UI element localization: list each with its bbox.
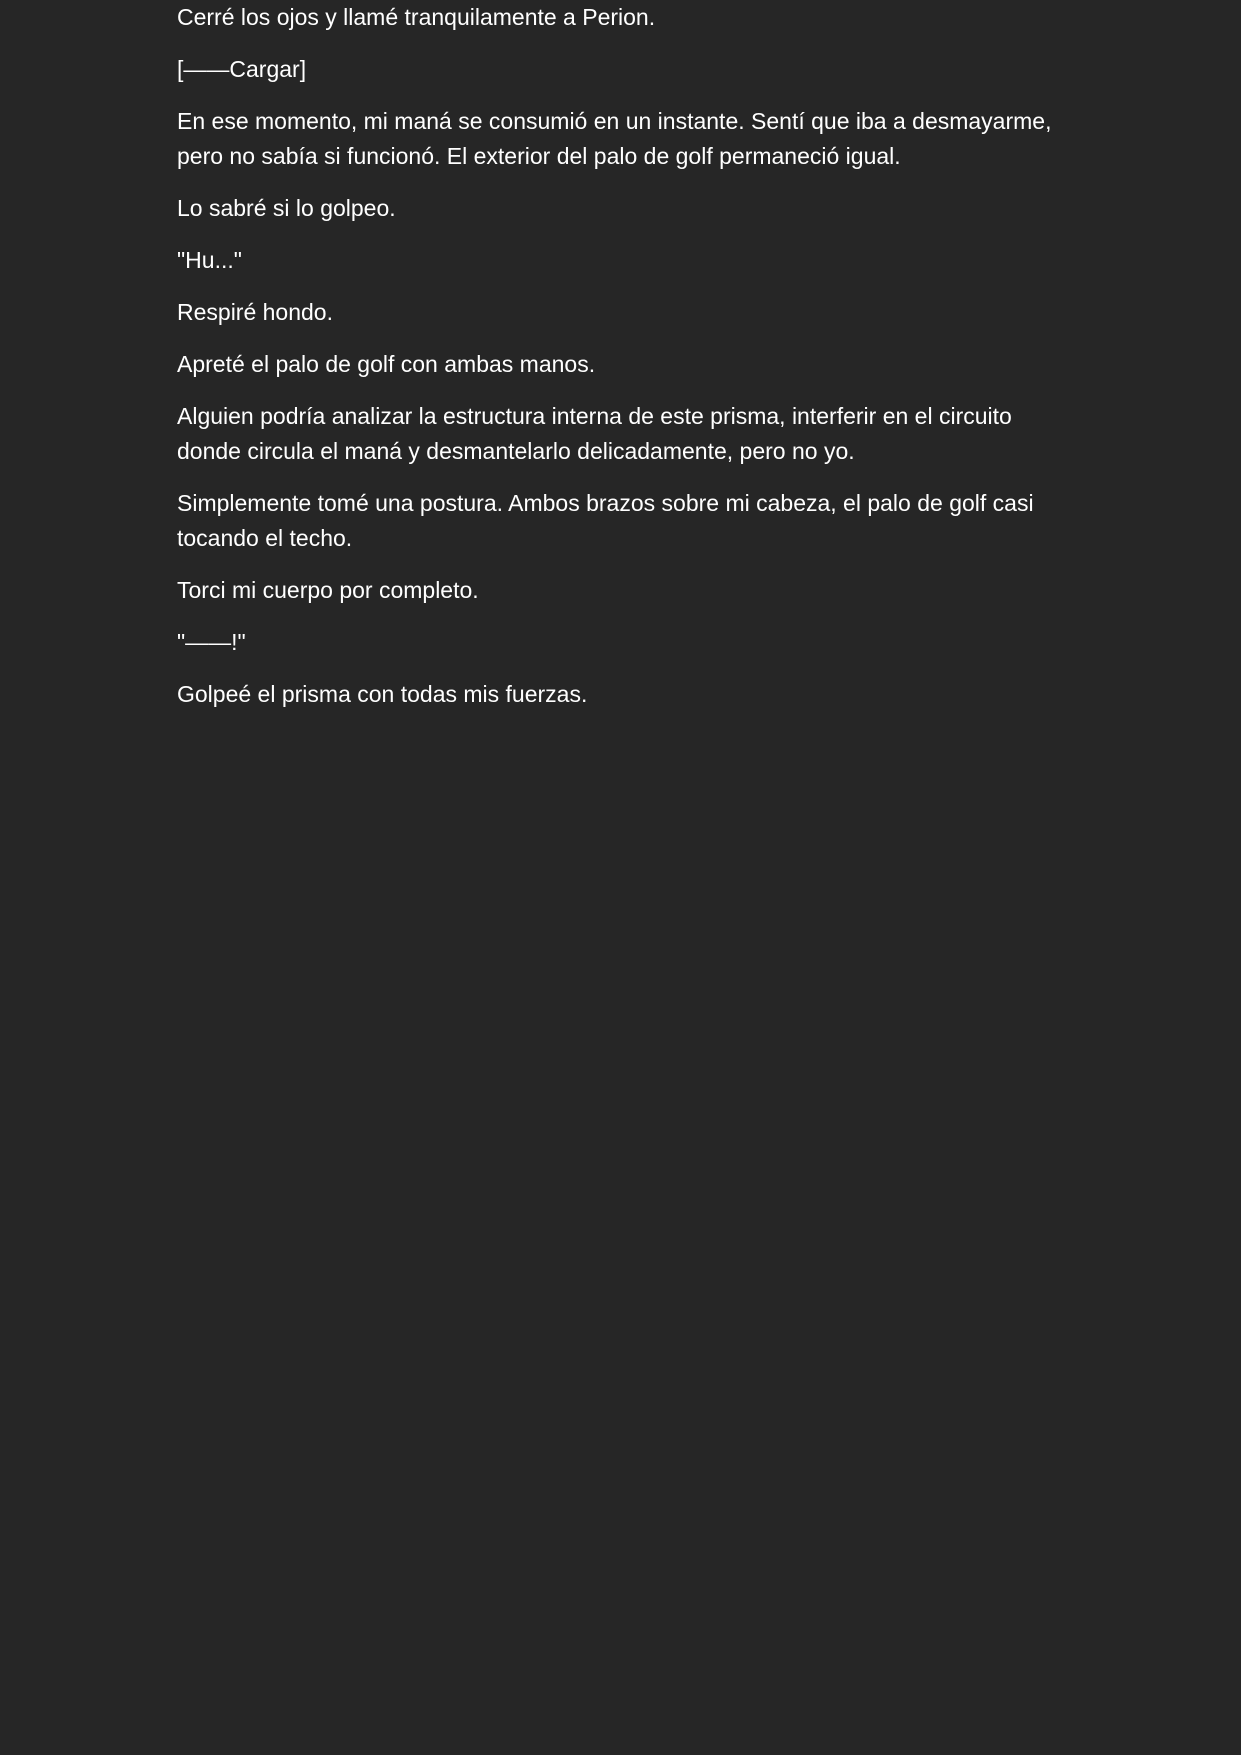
paragraph: En ese momento, mi maná se consumió en un instante. Sentí que iba a desmayarme, pero no sabía si funcionó. El exterior del palo de golf permaneció igual. [177,108,1052,169]
paragraph: Alguien podría analizar la estructura interna de este prisma, interferir en el circuito donde circula el maná y desmantelarlo delicadamente, pero no yo. [177,403,1012,464]
paragraph: "——!" [177,629,246,655]
paragraph: Simplemente tomé una postura. Ambos brazos sobre mi cabeza, el palo de golf casi tocando el techo. [177,490,1034,551]
paragraph: Apreté el palo de golf con ambas manos. [177,351,596,377]
paragraph: Lo sabré si lo golpeo. [177,195,396,221]
paragraph: Torci mi cuerpo por completo. [177,577,479,603]
paragraph: [——Cargar] [177,56,307,82]
paragraph: Golpeé el prisma con todas mis fuerzas. [177,681,588,707]
chapter-text [177,0,1067,729]
paragraph: Cerré los ojos y llamé tranquilamente a Perion. [177,4,656,30]
paragraph: "Hu..." [177,247,242,273]
paragraph: Respiré hondo. [177,299,333,325]
